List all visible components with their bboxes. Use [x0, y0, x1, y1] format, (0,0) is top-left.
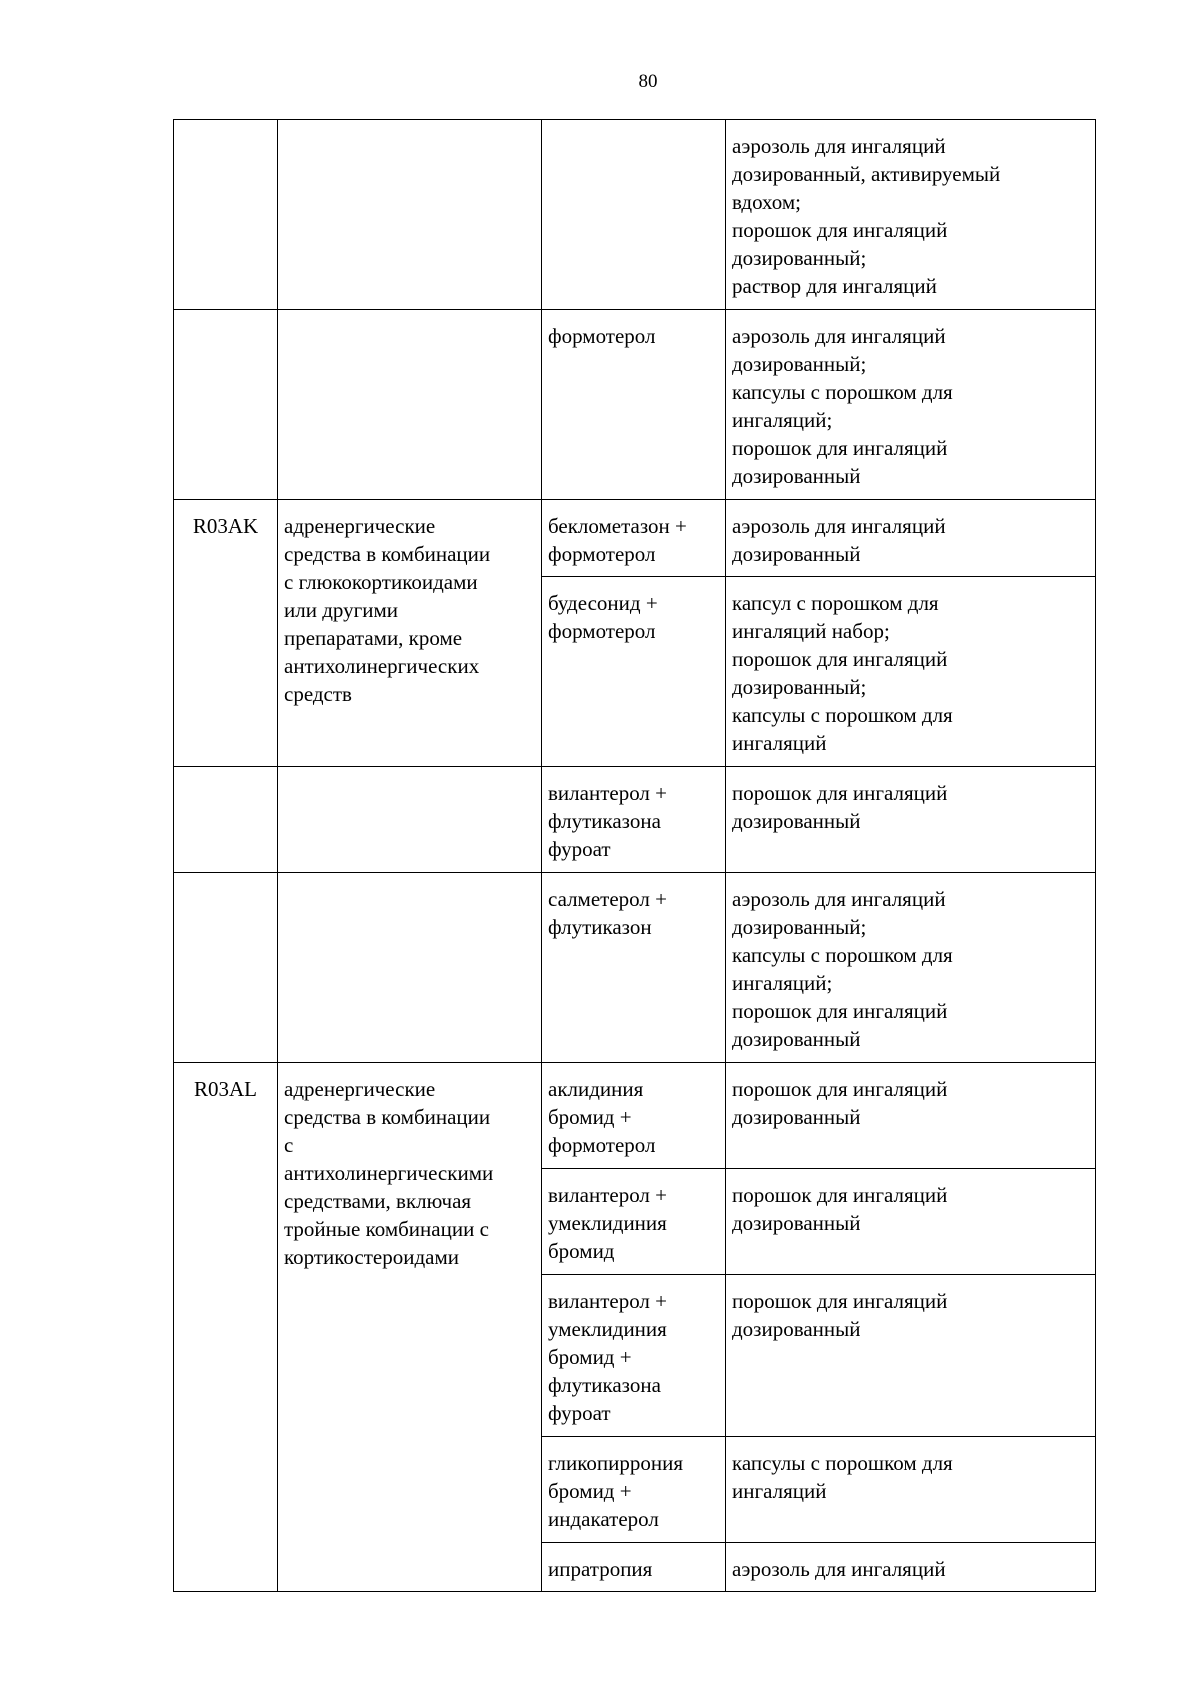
text-line: порошок для ингаляций	[732, 1183, 948, 1207]
text-line: с	[284, 1133, 294, 1157]
drug-name-cell	[542, 873, 726, 1063]
text-line: дозированный	[732, 1105, 861, 1129]
page-number: 80	[638, 71, 658, 92]
text-line: дозированный	[732, 1317, 861, 1341]
text-line: вилантерол +	[548, 1183, 667, 1207]
text-line: будесонид +	[548, 591, 658, 615]
text-line: порошок для ингаляций	[732, 1289, 948, 1313]
dosage-form-cell	[726, 310, 1096, 500]
table-row	[174, 1063, 1096, 1169]
text-line: фуроат	[548, 837, 611, 861]
text-line: флутиказона	[548, 809, 661, 833]
table-row	[174, 873, 1096, 1063]
text-line: формотерол	[548, 619, 656, 643]
text-line: формотерол	[548, 542, 656, 566]
text-line: бромид	[548, 1239, 615, 1263]
text-line: бромид +	[548, 1345, 632, 1369]
atc-code-cell: R03AL	[174, 1063, 278, 1592]
drug-name-cell	[542, 500, 726, 577]
text-line: порошок для ингаляций	[732, 999, 948, 1023]
text-line: раствор для ингаляций	[732, 274, 937, 298]
drug-name-cell	[542, 577, 726, 767]
text-line: вилантерол +	[548, 1289, 667, 1313]
drug-name-cell	[542, 120, 726, 310]
text-line: порошок для ингаляций	[732, 218, 948, 242]
text-line: капсулы с порошком для	[732, 380, 953, 404]
text-line: вдохом;	[732, 190, 801, 214]
drug-name-cell	[542, 767, 726, 873]
text-line: дозированный;	[732, 675, 867, 699]
dosage-form-cell	[726, 577, 1096, 767]
text-line: флутиказон	[548, 915, 652, 939]
text-line: средства в комбинации	[284, 542, 491, 566]
table-row	[174, 310, 1096, 500]
pharmacological-group-cell	[278, 767, 542, 873]
text-line: дозированный;	[732, 246, 867, 270]
text-line: препаратами, кроме	[284, 626, 463, 650]
text-line: аэрозоль для ингаляций	[732, 134, 946, 158]
dosage-form-cell	[726, 1437, 1096, 1543]
text-line: адренергические	[284, 514, 436, 538]
text-line: гликопиррония	[548, 1451, 684, 1475]
atc-code-cell	[174, 873, 278, 1063]
text-line: средствами, включая	[284, 1189, 472, 1213]
text-line: порошок для ингаляций	[732, 647, 948, 671]
dosage-form-cell	[726, 1169, 1096, 1275]
text-line: аэрозоль для ингаляций	[732, 1557, 946, 1581]
text-line: аэрозоль для ингаляций	[732, 514, 946, 538]
text-line: тройные комбинации с	[284, 1217, 489, 1241]
text-line: умеклидиния	[548, 1211, 667, 1235]
pharmacological-group-cell	[278, 873, 542, 1063]
dosage-form-cell	[726, 1275, 1096, 1437]
text-line: средств	[284, 682, 352, 706]
atc-code-cell	[174, 120, 278, 310]
text-line: бромид +	[548, 1105, 632, 1129]
text-line: дозированный	[732, 809, 861, 833]
text-line: салметерол +	[548, 887, 667, 911]
text-line: флутиказона	[548, 1373, 661, 1397]
text-line: капсулы с порошком для	[732, 1451, 953, 1475]
dosage-form-cell	[726, 500, 1096, 577]
dosage-form-cell	[726, 1543, 1096, 1592]
dosage-form-cell	[726, 120, 1096, 310]
pharmacological-group-cell	[278, 310, 542, 500]
drug-name-cell: формотерол	[542, 310, 726, 500]
text-line: порошок для ингаляций	[732, 436, 948, 460]
text-line: ингаляций	[732, 731, 827, 755]
text-line: капсулы с порошком для	[732, 943, 953, 967]
text-line: кортикостероидами	[284, 1245, 460, 1269]
text-line: дозированный;	[732, 352, 867, 376]
text-line: дозированный	[732, 542, 861, 566]
dosage-form-cell	[726, 873, 1096, 1063]
text-line: ингаляций;	[732, 971, 833, 995]
text-line: формотерол	[548, 1133, 656, 1157]
text-line: дозированный, активируемый	[732, 162, 1001, 186]
pharmacological-group-cell	[278, 1063, 542, 1592]
pharmacological-group-cell	[278, 500, 542, 767]
text-line: ипратропия	[548, 1557, 653, 1581]
drug-name-cell	[542, 1437, 726, 1543]
text-line: дозированный	[732, 464, 861, 488]
pharmacological-group-cell	[278, 120, 542, 310]
text-line: капсул с порошком для	[732, 591, 939, 615]
text-line: порошок для ингаляций	[732, 1077, 948, 1101]
drug-name-cell	[542, 1275, 726, 1437]
table-row	[174, 767, 1096, 873]
atc-code-cell: R03AK	[174, 500, 278, 767]
text-line: аэрозоль для ингаляций	[732, 324, 946, 348]
text-line: антихолинергических	[284, 654, 480, 678]
text-line: дозированный	[732, 1027, 861, 1051]
table-row	[174, 500, 1096, 577]
text-line: бромид +	[548, 1479, 632, 1503]
drug-name-cell	[542, 1063, 726, 1169]
text-line: беклометазон +	[548, 514, 687, 538]
text-line: аэрозоль для ингаляций	[732, 887, 946, 911]
text-line: умеклидиния	[548, 1317, 667, 1341]
text-line: ингаляций;	[732, 408, 833, 432]
drug-name-cell	[542, 1169, 726, 1275]
text-line: фуроат	[548, 1401, 611, 1425]
text-line: дозированный	[732, 1211, 861, 1235]
text-line: капсулы с порошком для	[732, 703, 953, 727]
text-line: ингаляций	[732, 1479, 827, 1503]
atc-code-cell	[174, 767, 278, 873]
drug-table	[173, 119, 1096, 1592]
text-line: ингаляций набор;	[732, 619, 890, 643]
text-line: аклидиния	[548, 1077, 644, 1101]
table-row	[174, 120, 1096, 310]
dosage-form-cell	[726, 767, 1096, 873]
drug-name-cell	[542, 1543, 726, 1592]
text-line: адренергические	[284, 1077, 436, 1101]
text-line: с глюкокортикоидами	[284, 570, 478, 594]
text-line: или другими	[284, 598, 398, 622]
text-line: дозированный;	[732, 915, 867, 939]
text-line: антихолинергическими	[284, 1161, 494, 1185]
text-line: порошок для ингаляций	[732, 781, 948, 805]
atc-code-cell	[174, 310, 278, 500]
dosage-form-cell	[726, 1063, 1096, 1169]
text-line: средства в комбинации	[284, 1105, 491, 1129]
text-line: индакатерол	[548, 1507, 659, 1531]
text-line: вилантерол +	[548, 781, 667, 805]
